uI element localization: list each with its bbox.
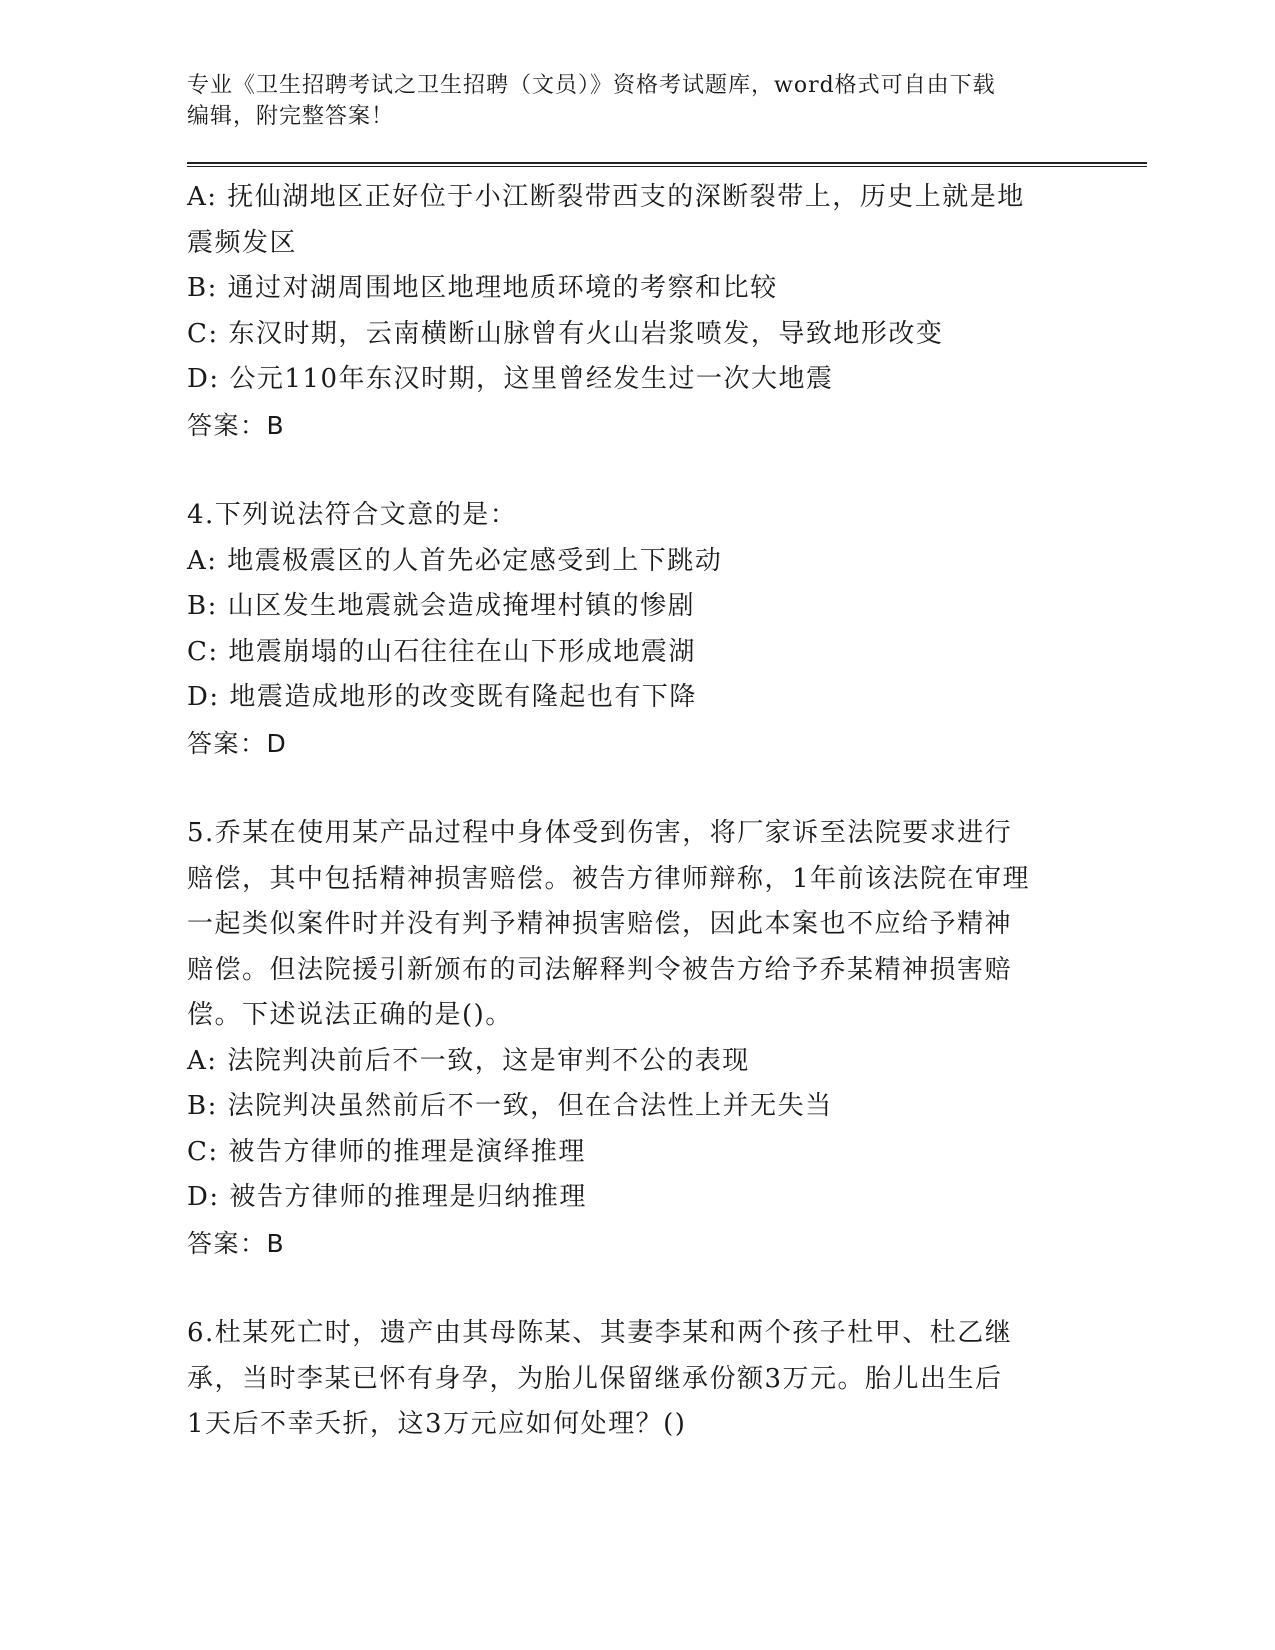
question-3-options xyxy=(187,175,1067,448)
question-5 xyxy=(187,811,1067,1266)
header-line-1: 专业《卫生招聘考试之卫生招聘（文员）》资格考试题库，word格式可自由下载 xyxy=(187,73,996,98)
question-content xyxy=(187,175,1067,1448)
option-b: B: 山区发生地震就会造成掩埋村镇的惨剧 xyxy=(187,591,696,621)
header-divider xyxy=(187,162,1147,167)
question-text: 4.下列说法符合文意的是： xyxy=(187,500,518,530)
option-c: C: 东汉时期，云南横断山脉曾有火山岩浆喷发，导致地形改变 xyxy=(187,318,944,349)
question-4 xyxy=(187,493,1067,766)
question-text-line: 赔偿，其中包括精神损害赔偿。被告方律师辩称，1年前该法院在审理 xyxy=(187,863,1031,894)
question-text-line: 6.杜某死亡时，遗产由其母陈某、其妻李某和两个孩子杜甲、杜乙继 xyxy=(187,1318,1013,1348)
option-d: D: 被告方律师的推理是归纳推理 xyxy=(187,1182,587,1212)
question-6 xyxy=(187,1311,1067,1448)
option-a: A: 抚仙湖地区正好位于小江断裂带西支的深断裂带上，历史上就是地 xyxy=(187,182,1025,212)
option-a: A: 法院判决前后不一致，这是审判不公的表现 xyxy=(187,1045,750,1076)
question-text-line: 赔偿。但法院援引新颁布的司法解释判令被告方给予乔某精神损害赔 xyxy=(187,954,1013,985)
header-line-2: 编辑，附完整答案！ xyxy=(187,104,395,129)
answer-label: 答案：B xyxy=(187,1228,286,1258)
answer-label: 答案：D xyxy=(187,728,288,758)
document-page xyxy=(187,70,1147,1448)
option-b: B: 通过对湖周围地区地理地质环境的考察和比较 xyxy=(187,273,778,303)
answer-label: 答案：B xyxy=(187,410,286,440)
question-text-line: 一起类似案件时并没有判予精神损害赔偿，因此本案也不应给予精神 xyxy=(187,909,1013,939)
question-text-line: 承，当时李某已怀有身孕，为胎儿保留继承份额3万元。胎儿出生后 xyxy=(187,1363,1003,1394)
option-d: D: 地震造成地形的改变既有隆起也有下降 xyxy=(187,682,697,712)
document-header xyxy=(187,70,1067,132)
question-text-line: 5.乔某在使用某产品过程中身体受到伤害，将厂家诉至法院要求进行 xyxy=(187,818,1013,848)
option-a: A: 地震极震区的人首先必定感受到上下跳动 xyxy=(187,545,723,576)
option-a-continued: 震频发区 xyxy=(187,227,298,258)
question-text-line: 1天后不幸夭折，这3万元应如何处理？() xyxy=(187,1409,687,1439)
option-c: C: 被告方律师的推理是演绎推理 xyxy=(187,1136,586,1167)
question-text-line: 偿。下述说法正确的是()。 xyxy=(187,1000,513,1030)
option-c: C: 地震崩塌的山石往往在山下形成地震湖 xyxy=(187,636,696,667)
option-b: B: 法院判决虽然前后不一致，但在合法性上并无失当 xyxy=(187,1091,833,1121)
option-d: D: 公元110年东汉时期，这里曾经发生过一次大地震 xyxy=(187,364,834,394)
